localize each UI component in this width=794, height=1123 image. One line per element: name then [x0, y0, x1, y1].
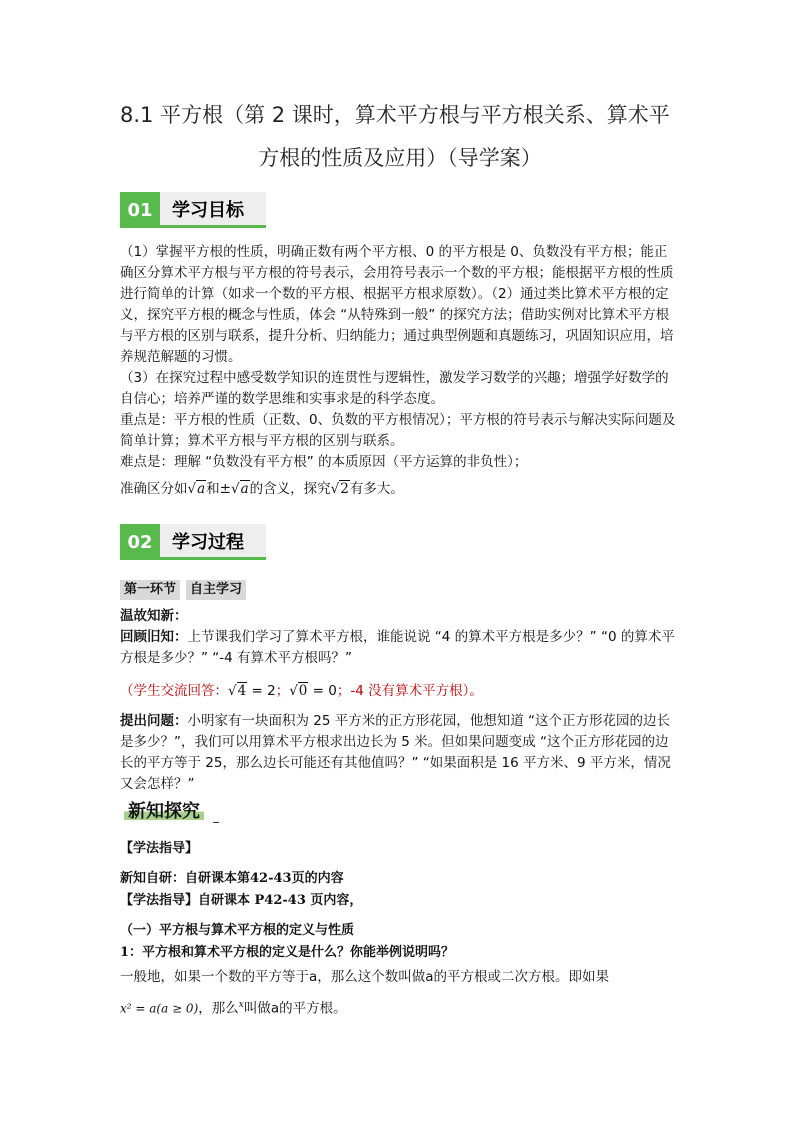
answer-open: （学生交流回答： [120, 683, 228, 699]
new-knowledge-heading: 新知探究 [124, 797, 204, 823]
objective-paragraph-2: （3）在探究过程中感受数学知识的连贯性与逻辑性，激发学习数学的兴趣；增强学好数学的自信心；培养严谨的数学思维和实事求是的科学态度。 [120, 370, 669, 407]
section-label: 学习过程 [160, 524, 266, 560]
review-heading: 温故知新： [120, 608, 188, 624]
question-text: 小明家有一块面积为 25 平方米的正方形花园，他想知道 “这个正方形花园的边长是多少？”，我们可以用算术平方根求出边长为 5 米。但如果问题变成 “这个正方形花园的边长的平方等于 25，那么边长可能还有其他值吗？” “如果面积是 16 平方米、9 平方米，情况又会怎样？” [120, 713, 671, 792]
student-answer [120, 679, 680, 703]
text-part: 准确区分如 [120, 481, 188, 497]
key-points: 重点是：平方根的性质（正数、0、负数的平方根情况）；平方根的符号表示与解决实际问题及简单计算；算术平方根与平方根的区别与联系。 [120, 412, 676, 449]
definition-formula-line [120, 994, 680, 1020]
text-part: 叫做a的平方根。 [243, 1000, 347, 1017]
question-paragraph [120, 711, 680, 795]
distinguish-line [120, 479, 680, 500]
section-label: 学习目标 [160, 192, 266, 228]
separator: ； [275, 683, 290, 699]
pm-sqrt-a-symbol: ±√a [219, 481, 249, 497]
step-heading [120, 580, 246, 600]
step-title: 自主学习 [186, 580, 246, 600]
answer-close: ；-4 没有算术平方根）。 [336, 683, 483, 699]
question-1: 1：平方根和算术平方根的定义是什么？你能举例说明吗？ [120, 945, 455, 960]
text-part: 的含义，探究 [249, 481, 331, 497]
text-part: 和 [206, 481, 220, 497]
section-header-process [120, 524, 266, 560]
section-header-objectives [120, 192, 266, 228]
variable-x: x [238, 1000, 244, 1010]
sqrt-0-expression: √0 [289, 683, 308, 699]
title-line-1: 8.1 平方根（第 2 课时，算术平方根与平方根关系、算术平 [120, 103, 670, 127]
sqrt-a-symbol: √a [187, 481, 206, 497]
guide-self-study: 新知自研：自研课本第42-43页的内容 [120, 871, 344, 886]
definition-formula: x² = a(a ≥ 0) [120, 1001, 199, 1016]
recall-label: 回顾旧知： [120, 629, 188, 645]
section-number: 01 [120, 192, 160, 228]
answer-2-result: = 0 [308, 683, 337, 699]
text-part: 有多大。 [349, 481, 404, 497]
objective-paragraph-1: （1）掌握平方根的性质，明确正数有两个平方根、0 的平方根是 0、负数没有平方根；能正确区分算术平方根与平方根的符号表示，会用符号表示一个数的平方根；能根据平方根的性质进行简单的计算（如求一个数的平方根、根据平方根求原数）。（2）通过类比算术平方根的定义，探究平方根的概念与性质，体会 “从特殊到一般” 的探究方法；借助实例对比算术平方根与平方根的区别与联系，提升分析、归纳能力；通过典型例题和真题练习，巩固知识应用，培养规范解题的习惯。 [120, 244, 674, 365]
text-part: ，那么 [198, 1000, 239, 1017]
guide-label-1: 【学法指导】 [120, 841, 199, 856]
recall-paragraph [120, 627, 680, 669]
answer-1-result: = 2 [247, 683, 276, 699]
sqrt-2-symbol: √2 [330, 481, 349, 497]
question-label: 提出问题： [120, 713, 188, 729]
section-number: 02 [120, 524, 160, 560]
objectives-block [120, 242, 680, 500]
difficult-points: 难点是：理解 “负数没有平方根” 的本质原因（平方运算的非负性）； [120, 454, 528, 470]
divider-dash [213, 822, 219, 823]
page-title [100, 94, 700, 180]
guide-label-2: 【学法指导】自研课本 P42-43 页内容， [120, 893, 363, 908]
subsection-heading: （一）平方根与算术平方根的定义与性质 [120, 923, 355, 938]
title-line-2: 方根的性质及应用）（导学案） [258, 146, 542, 170]
guide-block [120, 838, 680, 1020]
step-label: 第一环节 [120, 580, 180, 600]
review-block [120, 606, 680, 795]
recall-text: 上节课我们学习了算术平方根，谁能说说 “4 的算术平方根是多少？” “0 的算术平方根是多少？” “-4 有算术平方根吗？” [120, 629, 675, 666]
sqrt-4-expression: √4 [228, 683, 247, 699]
definition-text: 一般地，如果一个数的平方等于a，那么这个数叫做a的平方根或二次方根。即如果 [120, 969, 610, 985]
